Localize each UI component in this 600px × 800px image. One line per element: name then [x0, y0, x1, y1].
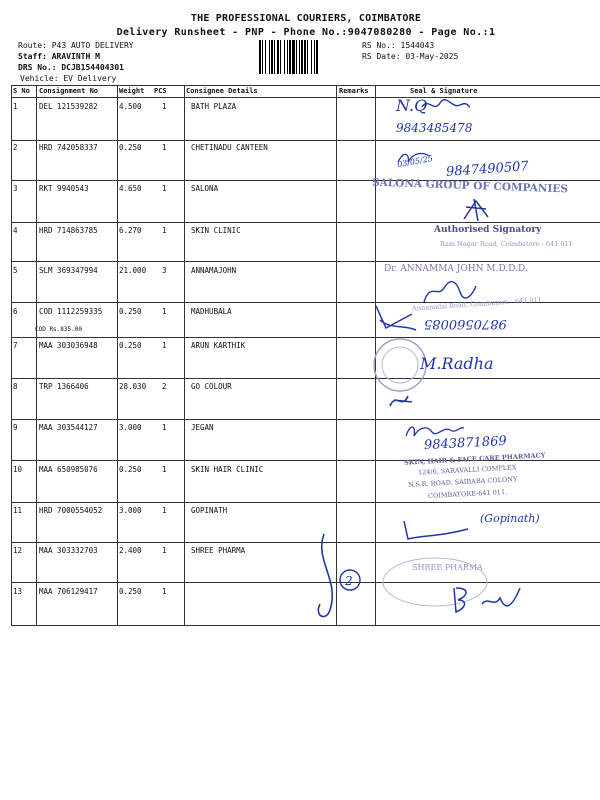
row-sno: 6 — [13, 307, 18, 316]
row-weight: 0.250 — [119, 465, 142, 474]
signature-row3-mark — [460, 195, 492, 223]
row-consignee: MADHUBALA — [191, 307, 232, 316]
row-consignee: JEGAN — [191, 423, 214, 432]
signature-row6-mark — [372, 300, 420, 336]
row-pcs: 1 — [162, 102, 167, 111]
row-divider — [11, 261, 600, 262]
row-weight: 21.000 — [119, 266, 147, 275]
col-header-pcs: PCS — [154, 87, 167, 95]
shree-pharma-stamp: SHREE PHARMA — [412, 563, 483, 572]
salona-stamp: SALONA GROUP OF COMPANIES — [371, 176, 569, 196]
signature-row1-stroke — [420, 95, 472, 115]
row-consignment: TRP 1366406 — [39, 382, 89, 391]
row-divider — [11, 337, 600, 338]
row-weight: 3.000 — [119, 423, 142, 432]
row-consignee: SALONA — [191, 184, 219, 193]
column-border — [11, 85, 12, 626]
row-pcs: 1 — [162, 546, 167, 555]
row-pcs: 1 — [162, 587, 167, 596]
handwritten-phone-row9: 9843871869 — [423, 433, 508, 454]
row-divider — [11, 542, 600, 543]
row-weight: 3.000 — [119, 506, 142, 515]
row-consignment: SLM 369347994 — [39, 266, 98, 275]
row-divider — [11, 502, 600, 503]
barcode-bar — [265, 40, 266, 74]
staff-line — [18, 52, 100, 62]
barcode-bar — [269, 40, 270, 74]
row-divider — [11, 140, 600, 141]
col-header-consignee: Consignee Details — [186, 87, 258, 95]
row-pcs: 1 — [162, 341, 167, 350]
signature-row12-stroke — [310, 530, 370, 625]
row-divider — [11, 222, 600, 223]
barcode-bar — [299, 40, 300, 74]
col-header-signature: Seal & Signature — [410, 87, 478, 95]
row-consignee: BATH PLAZA — [191, 102, 237, 111]
row-sno: 1 — [13, 102, 18, 111]
row-consignment: HRD 742058337 — [39, 143, 98, 152]
row-pcs: 1 — [162, 307, 167, 316]
col-header-consignment: Consignment No — [39, 87, 99, 95]
barcode-bar — [296, 40, 297, 74]
row-weight: 4.650 — [119, 184, 142, 193]
rs-number: RS No.: 1544043 — [362, 41, 435, 50]
company-title: THE PROFESSIONAL COURIERS, COIMBATORE — [190, 13, 422, 24]
row-consignee: GO COLOUR — [191, 382, 232, 391]
row-weight: 0.250 — [119, 587, 142, 596]
handwritten-phone-row1: 9843485478 — [396, 121, 473, 135]
row-sno: 2 — [13, 143, 18, 152]
row-pcs: 1 — [162, 465, 167, 474]
signature-row13-stroke — [448, 578, 528, 618]
barcode-bar — [271, 40, 273, 74]
signature-row8-mark — [386, 388, 416, 414]
row-weight: 6.270 — [119, 226, 142, 235]
signature-row2-stroke — [394, 148, 434, 168]
staff-value: ARAVINTH M — [51, 52, 100, 61]
column-border — [117, 85, 118, 626]
runsheet-subtitle: Delivery Runsheet - PNP - Phone No.:9047080280 - Page No.:1 — [116, 27, 496, 38]
barcode-bar — [289, 40, 291, 74]
skin-hair-stamp-line1: SKIN, HAIR & FACE CARE PHARMACY — [403, 451, 546, 467]
barcode-bar — [304, 40, 306, 74]
drs-value: DCJB154404301 — [61, 63, 124, 72]
doctor-stamp: Dr. ANNAMMA JOHN M.D.D.D. — [384, 264, 528, 274]
row-consignee: SHREE PHARMA — [191, 546, 246, 555]
svg-text:2: 2 — [345, 574, 353, 588]
row-pcs: 1 — [162, 423, 167, 432]
barcode-bar — [301, 40, 303, 74]
rs-date: RS Date: 03-May-2025 — [362, 52, 459, 61]
row-weight: 2.400 — [119, 546, 142, 555]
column-border — [36, 85, 37, 626]
row-pcs: 1 — [162, 226, 167, 235]
authorised-signatory-stamp: Authorised Signatory — [434, 225, 542, 235]
col-header-sno: S No — [13, 87, 30, 95]
stamp-faint-address: Annamalai Road, Coimbatore - 641 011. — [411, 295, 545, 313]
row-consignment: HRD 7000554052 — [39, 506, 103, 515]
handwritten-name-row7: M.Radha — [420, 354, 494, 373]
signature-row11-stroke — [398, 515, 478, 543]
barcode-bar — [277, 40, 279, 74]
row-sno: 4 — [13, 226, 18, 235]
row11-name-text: Gopinath — [484, 512, 536, 525]
row-consignment: MAA 706129417 — [39, 587, 98, 596]
row-consignment: RKT 9940543 — [39, 184, 89, 193]
row-sno: 8 — [13, 382, 18, 391]
row-divider — [11, 419, 600, 420]
row-weight: 4.500 — [119, 102, 142, 111]
handwritten-date-row2: 03/05/25 — [396, 153, 434, 170]
barcode-bar — [259, 40, 261, 74]
barcode-bar — [307, 40, 308, 74]
barcode-bar — [292, 40, 295, 74]
handwritten-phone-row2: 9847490507 — [445, 159, 530, 180]
col-header-weight: Weight — [119, 87, 145, 95]
barcode-bar — [262, 40, 263, 74]
row-consignment: MAA 303332703 — [39, 546, 98, 555]
row-sno: 13 — [13, 587, 23, 596]
signature-row1-initials: N.Q — [396, 96, 428, 115]
row-sno: 9 — [13, 423, 18, 432]
signature-row5-stroke — [420, 278, 480, 308]
skin-hair-stamp-line3: N.S.R. ROAD, SAIBABA COLONY — [407, 475, 518, 489]
barcode-bar — [274, 40, 275, 74]
row-consignment: MAA 650985076 — [39, 465, 98, 474]
row-sno: 10 — [13, 465, 23, 474]
table-border-bottom — [11, 625, 600, 626]
barcode-bar — [316, 40, 318, 74]
drs-line — [18, 63, 124, 73]
row-consignment: MAA 303544127 — [39, 423, 98, 432]
barcode-bar — [284, 40, 285, 74]
row-divider — [11, 378, 600, 379]
row-sno: 5 — [13, 266, 18, 275]
row-consignee: SKIN CLINIC — [191, 226, 241, 235]
row-sno: 12 — [13, 546, 23, 555]
cod-amount: COD Rs.835.00 — [35, 326, 82, 333]
row-consignment: MAA 303036948 — [39, 341, 98, 350]
row-pcs: 2 — [162, 382, 167, 391]
row-pcs: 1 — [162, 184, 167, 193]
drs-label: DRS No.: — [18, 63, 57, 72]
row-weight: 28.030 — [119, 382, 147, 391]
row-consignee: CHETINADU CANTEEN — [191, 143, 268, 152]
row-weight: 0.250 — [119, 143, 142, 152]
barcode-bar — [314, 40, 315, 74]
stamp-faint-text: Ram Nagar Road, Coimbatore - 641 011 — [440, 240, 573, 248]
vehicle-text: Vehicle: EV Delivery — [20, 74, 117, 83]
handwritten-phone-row6: 9870560085 — [424, 316, 507, 331]
barcode-bar — [311, 40, 312, 74]
table-border-top — [11, 85, 600, 86]
skin-hair-stamp-line4: COIMBATORE-641 011. — [427, 487, 508, 501]
row-consignee: ARUN KARTHIK — [191, 341, 246, 350]
header-divider — [11, 97, 600, 98]
row-consignment: COD 1112259335 — [39, 307, 103, 316]
route-text: Route: P43 AUTO DELIVERY — [18, 41, 134, 50]
staff-label: Staff: — [18, 52, 47, 61]
col-header-remarks: Remarks — [339, 87, 369, 95]
row-weight: 0.250 — [119, 341, 142, 350]
row-consignment: HRD 714863785 — [39, 226, 98, 235]
row-sno: 7 — [13, 341, 18, 350]
barcode-bar — [287, 40, 288, 74]
row-pcs: 3 — [162, 266, 167, 275]
row-pcs: 1 — [162, 143, 167, 152]
skin-hair-stamp-line2: 124/6, SARAVALLI COMPLEX — [417, 463, 517, 477]
row-consignee: ANNAMAJOHN — [191, 266, 237, 275]
row-sno: 11 — [13, 506, 23, 515]
row-consignment: DEL 121539282 — [39, 102, 98, 111]
row-weight: 0.250 — [119, 307, 142, 316]
row-pcs: 1 — [162, 506, 167, 515]
row-sno: 3 — [13, 184, 18, 193]
barcode — [258, 40, 353, 74]
row-consignee: SKIN HAIR CLINIC — [191, 465, 264, 474]
row-consignee: GOPINATH — [191, 506, 228, 515]
barcode-bar — [280, 40, 281, 74]
column-border — [184, 85, 185, 626]
handwritten-name-row11: (Gopinath) — [480, 512, 540, 525]
